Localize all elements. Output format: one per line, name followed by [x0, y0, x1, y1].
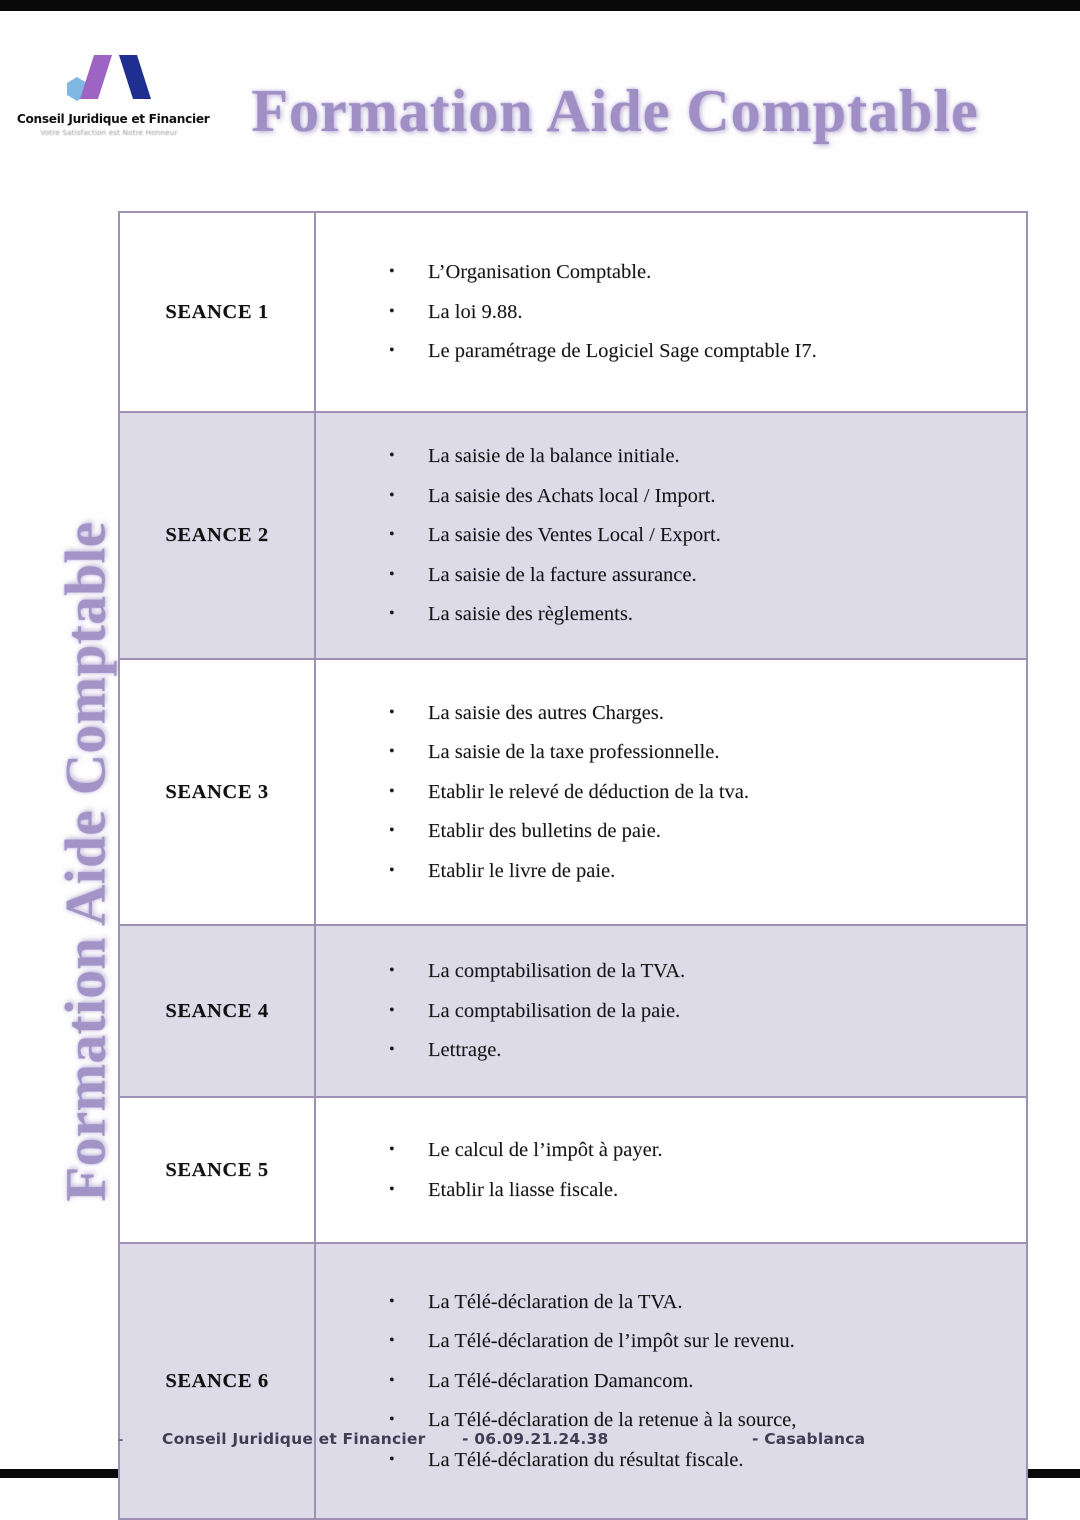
seance-label-cell: SEANCE 6 — [119, 1243, 315, 1519]
list-item: • La Télé-déclaration de l’impôt sur le revenu. — [428, 1322, 1016, 1362]
table-row — [119, 212, 1027, 412]
page-title: Formation Aide Comptable — [251, 78, 979, 144]
topics-cell — [315, 925, 1027, 1097]
topics-cell — [315, 212, 1027, 412]
list-item: • Le paramétrage de Logiciel Sage comptable I7. — [428, 332, 1016, 372]
list-item: • La Télé-déclaration de la retenue à la source, — [428, 1401, 1016, 1441]
seance-label-cell: SEANCE 2 — [119, 412, 315, 659]
list-item: • La comptabilisation de la TVA. — [428, 952, 1016, 992]
brand-name: Conseil Juridique et Financier — [16, 111, 210, 126]
table-row — [119, 412, 1027, 659]
list-item: • La comptabilisation de la paie. — [428, 991, 1016, 1031]
table-row — [119, 659, 1027, 925]
list-item: • La loi 9.88. — [428, 292, 1016, 332]
topics-list — [316, 437, 1016, 635]
list-item: • La saisie de la balance initiale. — [428, 437, 1016, 477]
footer-phone: - 06.09.21.24.38 — [462, 1430, 609, 1448]
list-item: • Etablir le relevé de déduction de la tva. — [428, 772, 1016, 812]
topics-cell — [315, 659, 1027, 925]
list-item: • La saisie des autres Charges. — [428, 693, 1016, 733]
list-item: • La saisie des Ventes Local / Export. — [428, 516, 1016, 556]
topics-cell — [315, 412, 1027, 659]
list-item: • La saisie de la taxe professionnelle. — [428, 733, 1016, 773]
footer-lead-dash: - — [118, 1433, 124, 1448]
brand-tagline: Votre Satisfaction est Notre Honneur — [40, 128, 178, 137]
topics-list — [316, 1282, 1016, 1480]
seance-label-cell: SEANCE 1 — [119, 212, 315, 412]
table-row — [119, 1097, 1027, 1243]
list-item: • L’Organisation Comptable. — [428, 253, 1016, 293]
syllabus-table — [118, 211, 1028, 1520]
topics-list — [316, 952, 1016, 1071]
list-item: • La saisie des Achats local / Import. — [428, 476, 1016, 516]
syllabus-table-body — [119, 212, 1027, 1519]
list-item: • La Télé-déclaration Damancom. — [428, 1361, 1016, 1401]
table-row — [119, 925, 1027, 1097]
footer-city: - Casablanca — [752, 1430, 866, 1448]
scan-edge-bar-top — [0, 0, 1080, 11]
list-item: • La Télé-déclaration du résultat fiscale. — [428, 1440, 1016, 1480]
seance-label-cell: SEANCE 5 — [119, 1097, 315, 1243]
footer-organisation: Conseil Juridique et Financier — [162, 1430, 426, 1448]
page-footer — [118, 1430, 978, 1448]
seance-label-cell: SEANCE 4 — [119, 925, 315, 1097]
vertical-watermark-title: Formation Aide Comptable — [54, 521, 118, 1202]
list-item: • Etablir des bulletins de paie. — [428, 812, 1016, 852]
topics-list — [316, 253, 1016, 372]
topics-cell — [315, 1097, 1027, 1243]
list-item: • Lettrage. — [428, 1031, 1016, 1071]
document-page — [0, 11, 1080, 1469]
list-item: • Le calcul de l’impôt à payer. — [428, 1131, 1016, 1171]
list-item: • La saisie de la facture assurance. — [428, 555, 1016, 595]
seance-label-cell: SEANCE 3 — [119, 659, 315, 925]
list-item: • Etablir la liasse fiscale. — [428, 1170, 1016, 1210]
topics-list — [316, 1131, 1016, 1210]
list-item: • Etablir le livre de paie. — [428, 851, 1016, 891]
list-item: • La saisie des règlements. — [428, 595, 1016, 635]
cjf-m-logo-icon — [49, 47, 169, 109]
brand-block — [14, 47, 210, 137]
topics-list — [316, 693, 1016, 891]
list-item: • La Télé-déclaration de la TVA. — [428, 1282, 1016, 1322]
